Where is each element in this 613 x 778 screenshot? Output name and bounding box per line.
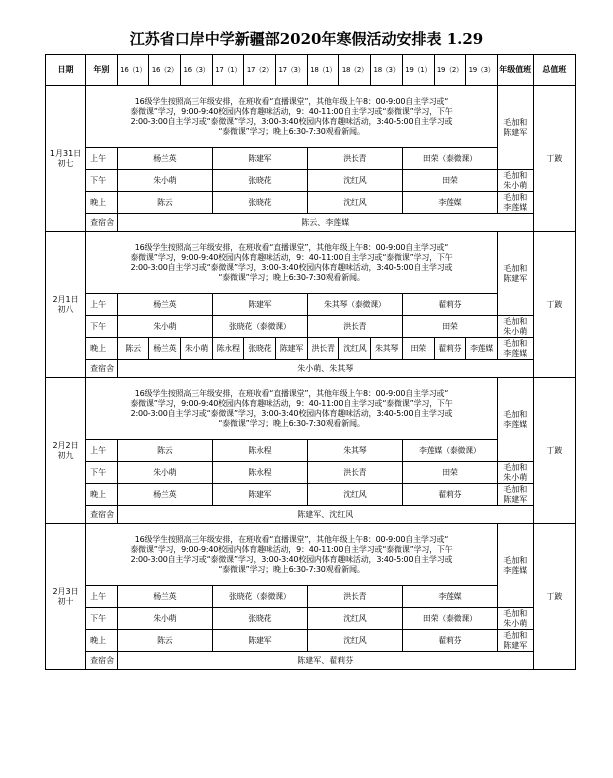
table-row bbox=[46, 484, 576, 506]
dorm-check-cell: 陈建军、沈红风 bbox=[117, 506, 533, 524]
table-row bbox=[46, 652, 576, 670]
teacher-cell: 李莲媒（泰微课） bbox=[402, 440, 497, 462]
slot-label: 晚上 bbox=[86, 338, 118, 360]
header-class: 19（2） bbox=[434, 55, 466, 86]
teacher-cell: 翟莉芬 bbox=[434, 338, 466, 360]
date-cell: 2月2日 初九 bbox=[46, 378, 86, 524]
table-row bbox=[46, 338, 576, 360]
grade-duty-cell: 毛加和 朱小萌 bbox=[497, 170, 533, 192]
teacher-cell: 陈云 bbox=[117, 192, 212, 214]
teacher-cell: 朱其琴（泰微课） bbox=[307, 294, 402, 316]
slot-label: 上午 bbox=[86, 148, 118, 170]
teacher-cell: 张晓花 bbox=[212, 608, 307, 630]
teacher-cell: 陈建军 bbox=[212, 630, 307, 652]
teacher-cell: 翟莉芬 bbox=[402, 294, 497, 316]
table-row bbox=[46, 630, 576, 652]
teacher-cell: 杨兰英 bbox=[117, 484, 212, 506]
teacher-cell: 沈红风 bbox=[307, 170, 402, 192]
dorm-check-cell: 朱小萌、朱其琴 bbox=[117, 360, 533, 378]
table-row bbox=[46, 232, 576, 294]
teacher-cell: 田荣 bbox=[402, 316, 497, 338]
teacher-cell: 洪长青 bbox=[307, 462, 402, 484]
header-date: 日期 bbox=[46, 55, 86, 86]
table-row bbox=[46, 214, 576, 232]
teacher-cell: 朱其琴 bbox=[371, 338, 403, 360]
table-row bbox=[46, 378, 576, 440]
teacher-cell: 张晓花（泰微课） bbox=[212, 586, 307, 608]
date-cell: 2月3日 初十 bbox=[46, 524, 86, 670]
activity-note: 16级学生按照高三年级安排，在班收看“直播课堂”，其他年级上午8：00-9:00自主学习或“ 泰微课”学习，9:00-9:40校园内体育趣味活动，9：40-11:00自主学习或“泰微课”学习，下午 2:00-3:00自主学习或“泰微课”学习，3:00-3:40校园内体育趣味活动，3:40-5:00自主学习或 “泰微课”学习；晚上6:30-7:30观看新闻。 bbox=[86, 378, 498, 440]
activity-note: 16级学生按照高三年级安排，在班收看“直播课堂”，其他年级上午8：00-9:00自主学习或“ 泰微课”学习，9:00-9:40校园内体育趣味活动，9：40-11:00自主学习或“泰微课”学习，下午 2:00-3:00自主学习或“泰微课”学习，3:00-3:40校园内体育趣味活动，3:40-5:00自主学习或 “泰微课”学习；晚上6:30-7:30观看新闻。 bbox=[86, 232, 498, 294]
grade-duty-cell: 毛加和 陈建军 bbox=[497, 630, 533, 652]
teacher-cell: 洪长青 bbox=[307, 586, 402, 608]
teacher-cell: 李莲媒 bbox=[466, 338, 498, 360]
dorm-check-cell: 陈云、李莲媒 bbox=[117, 214, 533, 232]
teacher-cell: 翟莉芬 bbox=[402, 484, 497, 506]
total-duty-cell: 丁跛 bbox=[533, 524, 575, 670]
teacher-cell: 张晓花 bbox=[212, 192, 307, 214]
teacher-cell: 洪长青 bbox=[307, 316, 402, 338]
header-class: 17（3） bbox=[276, 55, 308, 86]
table-row bbox=[46, 192, 576, 214]
teacher-cell: 陈永程 bbox=[212, 440, 307, 462]
slot-label: 晚上 bbox=[86, 192, 118, 214]
dorm-check-cell: 陈建军、翟莉芬 bbox=[117, 652, 533, 670]
teacher-cell: 陈永程 bbox=[212, 338, 244, 360]
teacher-cell: 田荣（泰微课） bbox=[402, 148, 497, 170]
grade-duty-cell: 毛加和 朱小萌 bbox=[497, 316, 533, 338]
grade-duty-cell: 毛加和 陈建军 bbox=[497, 232, 533, 316]
table-row bbox=[46, 86, 576, 148]
schedule-table bbox=[45, 54, 576, 670]
date-cell: 2月1日 初八 bbox=[46, 232, 86, 378]
page-title: 江苏省口岸中学新疆部2020年寒假活动安排表 1.29 bbox=[129, 30, 484, 48]
header-class: 17（2） bbox=[244, 55, 276, 86]
teacher-cell: 陈建军 bbox=[212, 294, 307, 316]
grade-duty-cell: 毛加和 李莲媒 bbox=[497, 338, 533, 360]
grade-duty-cell: 毛加和 李莲媒 bbox=[497, 378, 533, 462]
grade-duty-cell: 毛加和 朱小萌 bbox=[497, 462, 533, 484]
teacher-cell: 杨兰英 bbox=[117, 148, 212, 170]
grade-duty-cell: 毛加和 李莲媒 bbox=[497, 192, 533, 214]
total-duty-cell: 丁跛 bbox=[533, 86, 575, 232]
header-row bbox=[46, 55, 576, 86]
grade-duty-cell: 毛加和 李莲媒 bbox=[497, 524, 533, 608]
slot-label: 晚上 bbox=[86, 630, 118, 652]
teacher-cell: 陈云 bbox=[117, 440, 212, 462]
teacher-cell: 李莲媒 bbox=[402, 586, 497, 608]
header-class: 18（1） bbox=[307, 55, 339, 86]
grade-duty-cell: 毛加和 陈建军 bbox=[497, 484, 533, 506]
slot-label: 下午 bbox=[86, 608, 118, 630]
slot-label: 下午 bbox=[86, 316, 118, 338]
teacher-cell: 张晓花（泰微课） bbox=[212, 316, 307, 338]
teacher-cell: 沈红风 bbox=[307, 192, 402, 214]
teacher-cell: 朱其琴 bbox=[307, 440, 402, 462]
activity-note: 16级学生按照高三年级安排，在班收看“直播课堂”，其他年级上午8：00-9:00自主学习或“ 泰微课”学习，9:00-9:40校园内体育趣味活动，9：40-11:00自主学习或“泰微课”学习，下午 2:00-3:00自主学习或“泰微课”学习，3:00-3:40校园内体育趣味活动，3:40-5:00自主学习或 “泰微课”学习；晚上6:30-7:30观看新闻。 bbox=[86, 524, 498, 586]
table-row bbox=[46, 608, 576, 630]
header-class: 19（1） bbox=[402, 55, 434, 86]
header-class: 18（3） bbox=[371, 55, 403, 86]
teacher-cell: 洪长青 bbox=[307, 338, 339, 360]
teacher-cell: 朱小萌 bbox=[117, 316, 212, 338]
table-row bbox=[46, 440, 576, 462]
table-row bbox=[46, 360, 576, 378]
table-row bbox=[46, 524, 576, 586]
teacher-cell: 陈云 bbox=[117, 338, 149, 360]
teacher-cell: 沈红风 bbox=[307, 630, 402, 652]
header-class: 16（2） bbox=[149, 55, 181, 86]
teacher-cell: 张晓花 bbox=[244, 338, 276, 360]
header-class: 16（3） bbox=[181, 55, 213, 86]
teacher-cell: 陈建军 bbox=[212, 148, 307, 170]
teacher-cell: 陈建军 bbox=[212, 484, 307, 506]
table-row bbox=[46, 170, 576, 192]
header-class: 17（1） bbox=[212, 55, 244, 86]
header-class: 18（2） bbox=[339, 55, 371, 86]
slot-label: 下午 bbox=[86, 170, 118, 192]
teacher-cell: 朱小萌 bbox=[117, 608, 212, 630]
dorm-label: 查宿舍 bbox=[86, 360, 118, 378]
teacher-cell: 杨兰英 bbox=[117, 586, 212, 608]
teacher-cell: 杨兰英 bbox=[117, 294, 212, 316]
slot-label: 上午 bbox=[86, 586, 118, 608]
dorm-label: 查宿舍 bbox=[86, 652, 118, 670]
teacher-cell: 陈建军 bbox=[276, 338, 308, 360]
teacher-cell: 朱小萌 bbox=[117, 462, 212, 484]
teacher-cell: 陈永程 bbox=[212, 462, 307, 484]
total-duty-cell: 丁跛 bbox=[533, 378, 575, 524]
teacher-cell: 张晓花 bbox=[212, 170, 307, 192]
header-grade-slot: 年别 bbox=[86, 55, 118, 86]
dorm-label: 查宿舍 bbox=[86, 506, 118, 524]
header-class: 16（1） bbox=[117, 55, 149, 86]
teacher-cell: 杨兰英 bbox=[149, 338, 181, 360]
grade-duty-cell: 毛加和 朱小萌 bbox=[497, 608, 533, 630]
header-class: 19（3） bbox=[466, 55, 498, 86]
table-row bbox=[46, 294, 576, 316]
activity-note: 16级学生按照高三年级安排，在班收看“直播课堂”，其他年级上午8：00-9:00自主学习或“ 泰微课”学习，9:00-9:40校园内体育趣味活动，9：40-11:00自主学习或“泰微课”学习，下午 2:00-3:00自主学习或“泰微课”学习，3:00-3:40校园内体育趣味活动，3:40-5:00自主学习或 “泰微课”学习；晚上6:30-7:30观看新闻。 bbox=[86, 86, 498, 148]
teacher-cell: 田荣 bbox=[402, 170, 497, 192]
date-cell: 1月31日 初七 bbox=[46, 86, 86, 232]
table-row bbox=[46, 506, 576, 524]
teacher-cell: 陈云 bbox=[117, 630, 212, 652]
table-row bbox=[46, 148, 576, 170]
teacher-cell: 翟莉芬 bbox=[402, 630, 497, 652]
teacher-cell: 田荣 bbox=[402, 462, 497, 484]
teacher-cell: 沈红风 bbox=[307, 484, 402, 506]
header-grade-duty: 年级值班 bbox=[497, 55, 533, 86]
teacher-cell: 沈红风 bbox=[339, 338, 371, 360]
slot-label: 下午 bbox=[86, 462, 118, 484]
slot-label: 上午 bbox=[86, 440, 118, 462]
dorm-label: 查宿舍 bbox=[86, 214, 118, 232]
slot-label: 上午 bbox=[86, 294, 118, 316]
teacher-cell: 田荣（泰微课） bbox=[402, 608, 497, 630]
teacher-cell: 朱小萌 bbox=[117, 170, 212, 192]
teacher-cell: 洪长青 bbox=[307, 148, 402, 170]
teacher-cell: 田荣 bbox=[402, 338, 434, 360]
teacher-cell: 沈红风 bbox=[307, 608, 402, 630]
table-row bbox=[46, 462, 576, 484]
total-duty-cell: 丁跛 bbox=[533, 232, 575, 378]
teacher-cell: 朱小萌 bbox=[181, 338, 213, 360]
table-row bbox=[46, 586, 576, 608]
slot-label: 晚上 bbox=[86, 484, 118, 506]
header-total-duty: 总值班 bbox=[533, 55, 575, 86]
table-row bbox=[46, 316, 576, 338]
grade-duty-cell: 毛加和 陈建军 bbox=[497, 86, 533, 170]
teacher-cell: 李莲媒 bbox=[402, 192, 497, 214]
